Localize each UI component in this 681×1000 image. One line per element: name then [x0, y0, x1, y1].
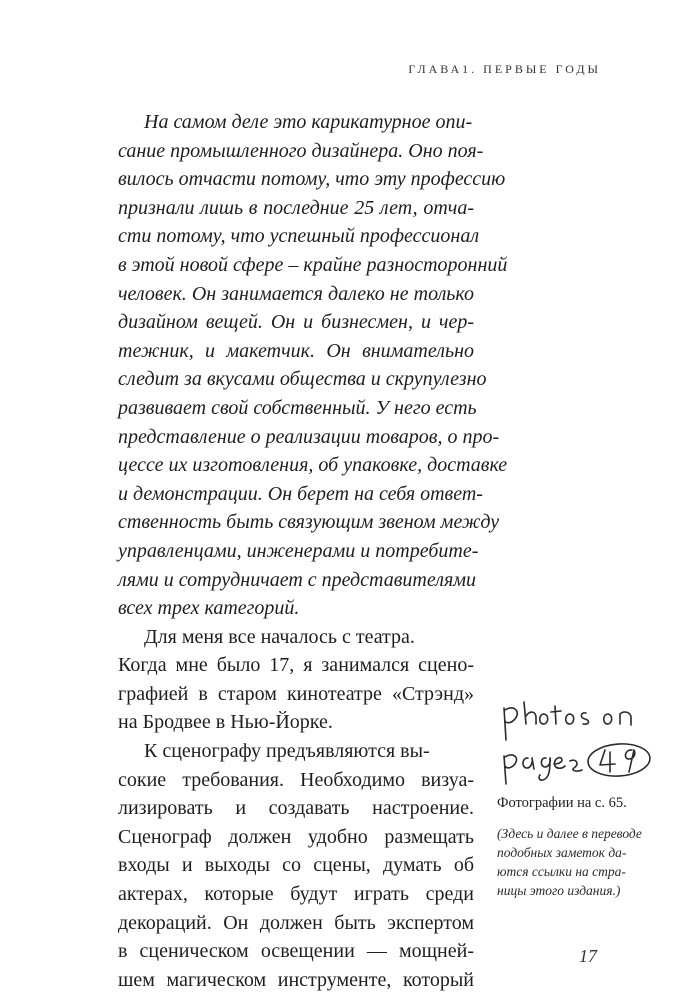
text-line: Когда мне было 17, я занимался сцено- [118, 654, 474, 677]
photo-caption: Фотографии на с. 65. [497, 795, 627, 811]
quote-line: лями и сотрудничает с представителями [118, 568, 477, 591]
quote-paragraph [118, 108, 508, 623]
text-line: лизировать и создавать настроение. [118, 797, 474, 820]
main-text [118, 108, 508, 994]
quote-line: всех трех категорий. [118, 597, 300, 620]
quote-line: сти потому, что успешный профессионал [118, 225, 480, 248]
text-line: сокие требования. Необходимо визуа- [118, 768, 474, 791]
quote-line: ственность быть связующим звеном между [118, 511, 500, 534]
quote-line: сание промышленного дизайнера. Оно поя- [118, 139, 484, 162]
note-line: подобных заметок да- [497, 845, 627, 860]
paragraph-scenographer [118, 737, 474, 994]
quote-line: следит за вкусами общества и скрупулезно [118, 368, 487, 391]
note-line: ницы этого издания.) [497, 883, 621, 898]
text-line: входы и выходы со сцены, думать об [118, 854, 474, 877]
text-line: Сценограф должен удобно размещать [118, 825, 474, 848]
quote-line: вилось отчасти потому, что эту профессию [118, 168, 506, 191]
quote-line: человек. Он занимается далеко не только [118, 282, 474, 305]
quote-line: дизайном вещей. Он и бизнесмен, и чер- [118, 311, 474, 334]
text-line: на Бродвее в Нью-Йорке. [118, 711, 333, 734]
text-line: актерах, которые будут играть среди [118, 883, 474, 906]
paragraph-theatre [118, 623, 474, 737]
text-line: шем магическом инструменте, который [118, 968, 474, 991]
quote-line: представление о реализации товаров, о про- [118, 425, 500, 448]
note-line: (Здесь и далее в переводе [497, 826, 642, 841]
sidebar [497, 794, 662, 900]
note-line: ются ссылки на стра- [497, 864, 626, 879]
translator-note [497, 824, 662, 900]
running-head: ГЛАВА1. ПЕРВЫЕ ГОДЫ [408, 62, 601, 76]
quote-line: На самом деле это карикатурное опи- [144, 111, 473, 133]
quote-line: тежник, и макетчик. Он внимательно [118, 339, 474, 362]
quote-line: развивает свой собственный. У него есть [118, 396, 477, 419]
page-number: 17 [579, 946, 597, 966]
quote-line: в этой новой сфере – крайне разносторонний [118, 253, 508, 276]
text-line: графией в старом кинотеатре «Стрэнд» [118, 682, 474, 705]
text-line: К сценографу предъявляются вы- [144, 740, 430, 763]
text-line: декораций. Он должен быть экспертом [118, 911, 474, 934]
text-line: в сценическом освещении — мощней- [118, 940, 474, 963]
quote-line: цессе их изготовления, об упаковке, доставке [118, 454, 508, 477]
quote-line: управленцами, инженерами и потребите- [118, 539, 479, 562]
text-line: Для меня все началось с театра. [144, 625, 415, 648]
handwritten-note [498, 700, 658, 786]
quote-line: признали лишь в последние 25 лет, отча- [118, 196, 474, 219]
quote-line: и демонстрации. Он берет на себя ответ- [118, 482, 483, 505]
